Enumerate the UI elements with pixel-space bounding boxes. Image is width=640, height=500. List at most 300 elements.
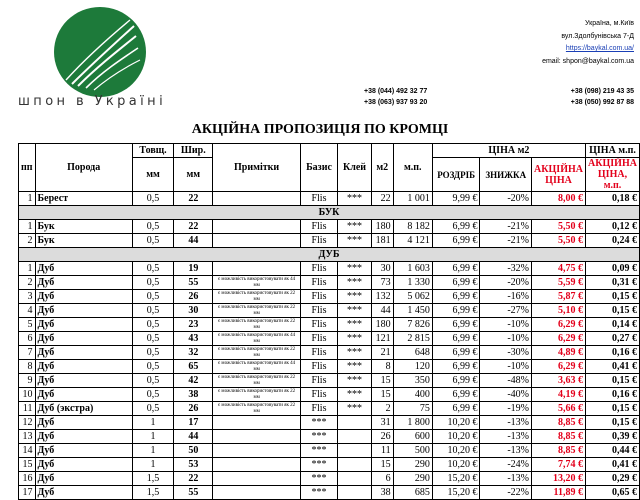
cell-glue: *** xyxy=(338,290,372,304)
cell-promo: 8,85 € xyxy=(532,444,586,458)
cell-basis: Flis xyxy=(300,220,338,234)
cell-m2: 181 xyxy=(371,234,393,248)
cell-m2: 22 xyxy=(371,192,393,206)
table-row xyxy=(19,472,640,486)
cell-note xyxy=(213,192,300,206)
col-promo: АКЦІЙНА ЦІНА xyxy=(532,158,586,192)
cell-m2: 31 xyxy=(371,416,393,430)
cell-note xyxy=(213,262,300,276)
cell-mp: 350 xyxy=(393,374,432,388)
cell-glue xyxy=(338,444,372,458)
cell-t: 1 xyxy=(132,430,173,444)
cell-t: 0,5 xyxy=(132,402,173,416)
cell-basis: Flis xyxy=(300,360,338,374)
phone-1[interactable]: +38 (044) 492 32 77 xyxy=(364,88,428,95)
cell-retail: 6,99 € xyxy=(432,318,480,332)
cell-t: 1 xyxy=(132,458,173,472)
cell-promo-mp: 0,41 € xyxy=(586,458,640,472)
cell-t: 0,5 xyxy=(132,276,173,290)
cell-promo-mp: 0,15 € xyxy=(586,416,640,430)
cell-t: 1,5 xyxy=(132,486,173,500)
cell-n: 17 xyxy=(19,486,36,500)
cell-promo-mp: 0,41 € xyxy=(586,360,640,374)
table-row xyxy=(19,234,640,248)
cell-note: є можливість використовувати як 44 мм xyxy=(213,360,300,374)
cell-w: 38 xyxy=(174,388,213,402)
cell-basis: Flis xyxy=(300,374,338,388)
cell-w: 19 xyxy=(174,262,213,276)
cell-glue: *** xyxy=(338,220,372,234)
cell-mp: 1 330 xyxy=(393,276,432,290)
section-header xyxy=(19,248,640,262)
cell-promo: 8,85 € xyxy=(532,430,586,444)
cell-m2: 180 xyxy=(371,318,393,332)
cell-mp: 1 603 xyxy=(393,262,432,276)
cell-n: 8 xyxy=(19,360,36,374)
cell-retail: 10,20 € xyxy=(432,430,480,444)
cell-promo: 3,63 € xyxy=(532,374,586,388)
cell-t: 0,5 xyxy=(132,220,173,234)
cell-mp: 1 800 xyxy=(393,416,432,430)
cell-glue: *** xyxy=(338,192,372,206)
cell-promo: 5,50 € xyxy=(532,234,586,248)
cell-glue: *** xyxy=(338,304,372,318)
cell-m2: 11 xyxy=(371,444,393,458)
cell-n: 2 xyxy=(19,276,36,290)
cell-promo-mp: 0,12 € xyxy=(586,220,640,234)
cell-promo: 6,29 € xyxy=(532,360,586,374)
cell-w: 26 xyxy=(174,290,213,304)
cell-glue: *** xyxy=(338,234,372,248)
cell-w: 65 xyxy=(174,360,213,374)
cell-m2: 21 xyxy=(371,346,393,360)
cell-promo: 6,29 € xyxy=(532,332,586,346)
cell-basis: *** xyxy=(300,416,338,430)
cell-mp: 4 121 xyxy=(393,234,432,248)
cell-m2: 180 xyxy=(371,220,393,234)
col-notes: Примітки xyxy=(213,144,300,192)
cell-t: 1,5 xyxy=(132,472,173,486)
cell-w: 22 xyxy=(174,220,213,234)
cell-t: 0,5 xyxy=(132,290,173,304)
table-row xyxy=(19,402,640,416)
cell-w: 44 xyxy=(174,430,213,444)
cell-n: 15 xyxy=(19,458,36,472)
cell-basis: Flis xyxy=(300,262,338,276)
cell-disc: -13% xyxy=(480,444,532,458)
cell-m2: 15 xyxy=(371,458,393,472)
cell-m2: 121 xyxy=(371,332,393,346)
cell-promo-mp: 0,16 € xyxy=(586,346,640,360)
cell-w: 55 xyxy=(174,486,213,500)
cell-m2: 2 xyxy=(371,402,393,416)
cell-disc: -13% xyxy=(480,430,532,444)
cell-note xyxy=(213,486,300,500)
col-thickness: Товщ. xyxy=(132,144,173,158)
cell-t: 0,5 xyxy=(132,262,173,276)
cell-note xyxy=(213,234,300,248)
cell-n: 2 xyxy=(19,234,36,248)
cell-w: 22 xyxy=(174,472,213,486)
cell-note: є можливість використовувати як 44 мм xyxy=(213,332,300,346)
cell-species: Дуб xyxy=(35,458,132,472)
company-address xyxy=(542,18,634,68)
cell-w: 42 xyxy=(174,374,213,388)
cell-disc: -10% xyxy=(480,360,532,374)
cell-retail: 6,99 € xyxy=(432,402,480,416)
cell-promo: 5,59 € xyxy=(532,276,586,290)
col-species: Порода xyxy=(35,144,132,192)
cell-mp: 75 xyxy=(393,402,432,416)
cell-w: 26 xyxy=(174,402,213,416)
cell-n: 1 xyxy=(19,220,36,234)
cell-m2: 132 xyxy=(371,290,393,304)
cell-species: Дуб xyxy=(35,304,132,318)
table-row xyxy=(19,262,640,276)
cell-promo-mp: 0,16 € xyxy=(586,388,640,402)
cell-retail: 9,99 € xyxy=(432,192,480,206)
cell-mp: 500 xyxy=(393,444,432,458)
cell-retail: 6,99 € xyxy=(432,262,480,276)
col-retail: РОЗДРІБ xyxy=(432,158,480,192)
cell-t: 0,5 xyxy=(132,332,173,346)
cell-promo-mp: 0,15 € xyxy=(586,304,640,318)
cell-mp: 8 182 xyxy=(393,220,432,234)
cell-note: є можливість використовувати як 22 мм xyxy=(213,374,300,388)
table-row xyxy=(19,458,640,472)
cell-basis: Flis xyxy=(300,332,338,346)
table-row xyxy=(19,444,640,458)
cell-w: 55 xyxy=(174,276,213,290)
col-basis: Базис xyxy=(300,144,338,192)
cell-glue: *** xyxy=(338,402,372,416)
cell-promo: 5,87 € xyxy=(532,290,586,304)
cell-promo: 4,19 € xyxy=(532,388,586,402)
cell-n: 14 xyxy=(19,444,36,458)
cell-disc: -32% xyxy=(480,262,532,276)
cell-disc: -20% xyxy=(480,192,532,206)
cell-t: 0,5 xyxy=(132,318,173,332)
cell-basis: Flis xyxy=(300,388,338,402)
company-logo xyxy=(18,6,208,118)
brand-tagline: шпон в Україні xyxy=(18,94,167,109)
cell-glue: *** xyxy=(338,346,372,360)
cell-note xyxy=(213,458,300,472)
section-title: ДУБ xyxy=(19,248,640,262)
cell-w: 17 xyxy=(174,416,213,430)
col-promo-mp: АКЦІЙНА ЦІНА, м.п. xyxy=(586,158,640,192)
cell-basis: *** xyxy=(300,444,338,458)
address-street: вул.Здолбунівська 7-Д xyxy=(561,32,634,40)
cell-mp: 1 450 xyxy=(393,304,432,318)
cell-mp: 685 xyxy=(393,486,432,500)
cell-n: 1 xyxy=(19,262,36,276)
cell-m2: 15 xyxy=(371,374,393,388)
cell-basis: Flis xyxy=(300,192,338,206)
cell-basis: Flis xyxy=(300,276,338,290)
table-row xyxy=(19,416,640,430)
cell-note xyxy=(213,430,300,444)
cell-glue: *** xyxy=(338,388,372,402)
cell-w: 53 xyxy=(174,458,213,472)
cell-promo: 8,85 € xyxy=(532,416,586,430)
table-row xyxy=(19,486,640,500)
cell-glue: *** xyxy=(338,318,372,332)
cell-disc: -13% xyxy=(480,416,532,430)
cell-n: 6 xyxy=(19,332,36,346)
cell-disc: -19% xyxy=(480,402,532,416)
cell-t: 0,5 xyxy=(132,304,173,318)
cell-t: 0,5 xyxy=(132,192,173,206)
cell-disc: -21% xyxy=(480,234,532,248)
cell-mp: 2 815 xyxy=(393,332,432,346)
cell-species: Дуб xyxy=(35,318,132,332)
cell-promo: 4,75 € xyxy=(532,262,586,276)
cell-mp: 290 xyxy=(393,472,432,486)
cell-n: 9 xyxy=(19,374,36,388)
cell-glue: *** xyxy=(338,276,372,290)
cell-t: 0,5 xyxy=(132,374,173,388)
cell-glue: *** xyxy=(338,332,372,346)
cell-retail: 10,20 € xyxy=(432,416,480,430)
col-price-mp: ЦІНА м.п. xyxy=(586,144,640,158)
cell-mp: 290 xyxy=(393,458,432,472)
table-row xyxy=(19,318,640,332)
cell-promo-mp: 0,39 € xyxy=(586,430,640,444)
cell-mp: 648 xyxy=(393,346,432,360)
cell-species: Дуб xyxy=(35,416,132,430)
cell-m2: 26 xyxy=(371,430,393,444)
cell-disc: -48% xyxy=(480,374,532,388)
cell-disc: -16% xyxy=(480,290,532,304)
cell-n: 12 xyxy=(19,416,36,430)
section-header xyxy=(19,206,640,220)
table-row xyxy=(19,220,640,234)
col-width: Шир. xyxy=(174,144,213,158)
cell-n: 13 xyxy=(19,430,36,444)
cell-basis: Flis xyxy=(300,234,338,248)
cell-species: Дуб xyxy=(35,472,132,486)
leaf-logo-icon xyxy=(52,6,148,98)
cell-disc: -24% xyxy=(480,458,532,472)
cell-retail: 10,20 € xyxy=(432,444,480,458)
cell-species: Дуб xyxy=(35,360,132,374)
cell-t: 0,5 xyxy=(132,388,173,402)
cell-glue: *** xyxy=(338,262,372,276)
cell-species: Дуб xyxy=(35,346,132,360)
cell-w: 23 xyxy=(174,318,213,332)
cell-species: Бук xyxy=(35,234,132,248)
cell-species: Дуб xyxy=(35,486,132,500)
cell-promo: 8,00 € xyxy=(532,192,586,206)
cell-disc: -27% xyxy=(480,304,532,318)
cell-t: 0,5 xyxy=(132,346,173,360)
table-row xyxy=(19,430,640,444)
col-price-m2: ЦІНА м2 xyxy=(432,144,585,158)
cell-retail: 6,99 € xyxy=(432,234,480,248)
cell-disc: -10% xyxy=(480,332,532,346)
cell-disc: -22% xyxy=(480,486,532,500)
cell-basis: Flis xyxy=(300,346,338,360)
cell-w: 30 xyxy=(174,304,213,318)
cell-species: Дуб xyxy=(35,444,132,458)
cell-promo-mp: 0,29 € xyxy=(586,472,640,486)
cell-note: є можливість використовувати як 22 мм xyxy=(213,290,300,304)
cell-note: є можливість використовувати як 22 мм xyxy=(213,402,300,416)
cell-retail: 6,99 € xyxy=(432,304,480,318)
cell-mp: 400 xyxy=(393,388,432,402)
cell-disc: -30% xyxy=(480,346,532,360)
cell-retail: 6,99 € xyxy=(432,346,480,360)
cell-m2: 6 xyxy=(371,472,393,486)
cell-n: 1 xyxy=(19,192,36,206)
cell-m2: 30 xyxy=(371,262,393,276)
cell-note: є можливість використовувати як 22 мм xyxy=(213,346,300,360)
table-row xyxy=(19,276,640,290)
cell-promo-mp: 0,14 € xyxy=(586,318,640,332)
cell-species: Дуб xyxy=(35,290,132,304)
cell-mp: 5 062 xyxy=(393,290,432,304)
cell-note xyxy=(213,444,300,458)
cell-basis: Flis xyxy=(300,318,338,332)
cell-mp: 600 xyxy=(393,430,432,444)
cell-basis: Flis xyxy=(300,290,338,304)
cell-n: 11 xyxy=(19,402,36,416)
cell-retail: 15,20 € xyxy=(432,472,480,486)
cell-species: Дуб (экстра) xyxy=(35,402,132,416)
cell-promo-mp: 0,31 € xyxy=(586,276,640,290)
cell-promo-mp: 0,15 € xyxy=(586,290,640,304)
cell-species: Берест xyxy=(35,192,132,206)
cell-m2: 73 xyxy=(371,276,393,290)
phones-left xyxy=(364,86,427,108)
cell-promo-mp: 0,24 € xyxy=(586,234,640,248)
cell-basis: *** xyxy=(300,472,338,486)
cell-retail: 10,20 € xyxy=(432,458,480,472)
section-title: БУК xyxy=(19,206,640,220)
cell-promo-mp: 0,09 € xyxy=(586,262,640,276)
cell-basis: *** xyxy=(300,458,338,472)
cell-retail: 6,99 € xyxy=(432,276,480,290)
table-row xyxy=(19,332,640,346)
cell-w: 44 xyxy=(174,234,213,248)
cell-m2: 15 xyxy=(371,388,393,402)
cell-glue xyxy=(338,458,372,472)
cell-basis: *** xyxy=(300,430,338,444)
cell-promo: 13,20 € xyxy=(532,472,586,486)
cell-glue: *** xyxy=(338,374,372,388)
col-discount: ЗНИЖКА xyxy=(480,158,532,192)
cell-basis: Flis xyxy=(300,304,338,318)
col-m2: м2 xyxy=(371,144,393,192)
cell-t: 1 xyxy=(132,416,173,430)
cell-retail: 6,99 € xyxy=(432,360,480,374)
cell-species: Дуб xyxy=(35,276,132,290)
cell-promo-mp: 0,18 € xyxy=(586,192,640,206)
col-thickness-unit: мм xyxy=(132,158,173,192)
cell-w: 22 xyxy=(174,192,213,206)
cell-t: 1 xyxy=(132,444,173,458)
cell-note: є можливість використовувати як 22 мм xyxy=(213,318,300,332)
cell-note: є можливість використовувати як 44 мм xyxy=(213,276,300,290)
cell-promo-mp: 0,44 € xyxy=(586,444,640,458)
cell-mp: 120 xyxy=(393,360,432,374)
cell-n: 4 xyxy=(19,304,36,318)
email-text[interactable]: email: shpon@baykal.com.ua xyxy=(542,57,634,65)
cell-n: 7 xyxy=(19,346,36,360)
cell-basis: Flis xyxy=(300,402,338,416)
cell-note xyxy=(213,472,300,486)
phone-3[interactable]: +38 (098) 219 43 35 xyxy=(570,88,634,95)
price-table-body xyxy=(19,192,640,500)
phone-4[interactable]: +38 (050) 992 87 88 xyxy=(570,99,634,106)
cell-w: 43 xyxy=(174,332,213,346)
table-row xyxy=(19,346,640,360)
cell-promo-mp: 0,15 € xyxy=(586,374,640,388)
page-title: АКЦІЙНА ПРОПОЗИЦІЯ ПО КРОМЦІ xyxy=(191,122,449,137)
cell-retail: 6,99 € xyxy=(432,388,480,402)
cell-m2: 38 xyxy=(371,486,393,500)
phones-right xyxy=(571,86,634,108)
website-link[interactable]: https://baykal.com.ua/ xyxy=(565,45,634,52)
cell-promo-mp: 0,65 € xyxy=(586,486,640,500)
cell-promo: 5,50 € xyxy=(532,220,586,234)
cell-disc: -13% xyxy=(480,472,532,486)
cell-mp: 1 001 xyxy=(393,192,432,206)
cell-n: 10 xyxy=(19,388,36,402)
cell-retail: 6,99 € xyxy=(432,374,480,388)
table-row xyxy=(19,388,640,402)
cell-n: 5 xyxy=(19,318,36,332)
cell-glue xyxy=(338,486,372,500)
cell-glue: *** xyxy=(338,360,372,374)
table-row xyxy=(19,192,640,206)
cell-n: 3 xyxy=(19,290,36,304)
col-glue: Клей xyxy=(338,144,372,192)
table-row xyxy=(19,360,640,374)
cell-promo: 11,89 € xyxy=(532,486,586,500)
cell-disc: -20% xyxy=(480,276,532,290)
cell-m2: 8 xyxy=(371,360,393,374)
cell-promo: 6,29 € xyxy=(532,318,586,332)
cell-glue xyxy=(338,416,372,430)
cell-mp: 7 826 xyxy=(393,318,432,332)
cell-retail: 6,99 € xyxy=(432,290,480,304)
price-table xyxy=(18,143,640,500)
cell-species: Бук xyxy=(35,220,132,234)
cell-note xyxy=(213,220,300,234)
table-row xyxy=(19,374,640,388)
cell-disc: -10% xyxy=(480,318,532,332)
cell-retail: 6,99 € xyxy=(432,332,480,346)
col-width-unit: мм xyxy=(174,158,213,192)
cell-promo: 7,74 € xyxy=(532,458,586,472)
col-mp: м.п. xyxy=(393,144,432,192)
cell-note xyxy=(213,416,300,430)
table-row xyxy=(19,290,640,304)
phone-2[interactable]: +38 (063) 937 93 20 xyxy=(364,99,428,106)
col-pp: пп xyxy=(19,144,36,192)
address-city: Україна, м.Київ xyxy=(585,20,634,27)
cell-promo-mp: 0,15 € xyxy=(586,402,640,416)
cell-m2: 44 xyxy=(371,304,393,318)
cell-retail: 6,99 € xyxy=(432,220,480,234)
cell-species: Дуб xyxy=(35,374,132,388)
cell-disc: -40% xyxy=(480,388,532,402)
cell-w: 32 xyxy=(174,346,213,360)
cell-promo: 5,66 € xyxy=(532,402,586,416)
cell-species: Дуб xyxy=(35,262,132,276)
